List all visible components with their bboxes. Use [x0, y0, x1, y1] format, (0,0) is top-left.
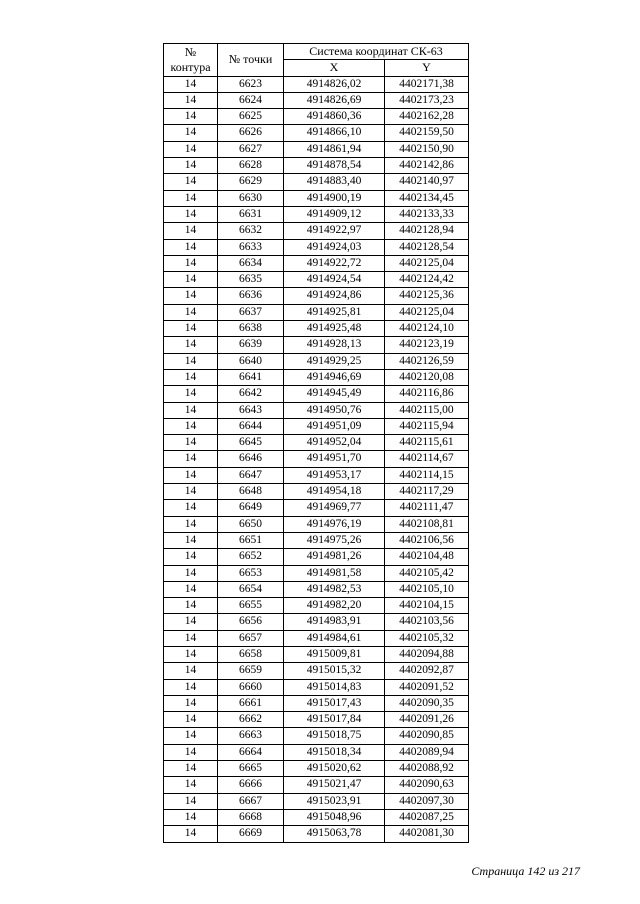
cell-x: 4914925,81 — [284, 304, 385, 320]
cell-contour: 14 — [164, 321, 218, 337]
cell-y: 4402115,61 — [385, 435, 469, 451]
table-row — [164, 255, 469, 271]
cell-y: 4402103,56 — [385, 614, 469, 630]
cell-contour: 14 — [164, 695, 218, 711]
cell-contour: 14 — [164, 549, 218, 565]
cell-contour: 14 — [164, 467, 218, 483]
header-x: X — [284, 60, 385, 76]
table-row — [164, 614, 469, 630]
cell-x: 4914928,13 — [284, 337, 385, 353]
table-row — [164, 206, 469, 222]
header-point-number: № точки — [218, 44, 284, 77]
table-row — [164, 223, 469, 239]
cell-point: 6658 — [218, 646, 284, 662]
cell-y: 4402097,30 — [385, 793, 469, 809]
cell-point: 6624 — [218, 92, 284, 108]
cell-y: 4402114,15 — [385, 467, 469, 483]
cell-y: 4402116,86 — [385, 386, 469, 402]
cell-point: 6653 — [218, 565, 284, 581]
cell-y: 4402124,42 — [385, 272, 469, 288]
cell-y: 4402124,10 — [385, 321, 469, 337]
cell-y: 4402090,63 — [385, 777, 469, 793]
table-row — [164, 679, 469, 695]
cell-contour: 14 — [164, 418, 218, 434]
cell-point: 6661 — [218, 695, 284, 711]
cell-contour: 14 — [164, 158, 218, 174]
cell-contour: 14 — [164, 646, 218, 662]
cell-point: 6639 — [218, 337, 284, 353]
cell-y: 4402089,94 — [385, 744, 469, 760]
cell-point: 6640 — [218, 353, 284, 369]
cell-x: 4915017,84 — [284, 712, 385, 728]
cell-point: 6638 — [218, 321, 284, 337]
cell-point: 6657 — [218, 630, 284, 646]
cell-point: 6660 — [218, 679, 284, 695]
cell-point: 6656 — [218, 614, 284, 630]
cell-point: 6628 — [218, 158, 284, 174]
cell-point: 6641 — [218, 369, 284, 385]
cell-x: 4914984,61 — [284, 630, 385, 646]
table-row — [164, 418, 469, 434]
cell-x: 4914976,19 — [284, 516, 385, 532]
table-row — [164, 744, 469, 760]
header-y: Y — [385, 60, 469, 76]
table-row — [164, 109, 469, 125]
table-row — [164, 565, 469, 581]
cell-point: 6662 — [218, 712, 284, 728]
table-row — [164, 646, 469, 662]
cell-point: 6627 — [218, 141, 284, 157]
cell-contour: 14 — [164, 581, 218, 597]
cell-x: 4915009,81 — [284, 646, 385, 662]
cell-y: 4402104,48 — [385, 549, 469, 565]
cell-y: 4402106,56 — [385, 532, 469, 548]
coordinates-table — [163, 43, 469, 843]
cell-point: 6644 — [218, 418, 284, 434]
table-row — [164, 141, 469, 157]
cell-point: 6651 — [218, 532, 284, 548]
cell-y: 4402108,81 — [385, 516, 469, 532]
table-row — [164, 321, 469, 337]
cell-point: 6645 — [218, 435, 284, 451]
cell-point: 6647 — [218, 467, 284, 483]
cell-contour: 14 — [164, 337, 218, 353]
cell-x: 4915015,32 — [284, 663, 385, 679]
cell-contour: 14 — [164, 516, 218, 532]
table-row — [164, 598, 469, 614]
cell-contour: 14 — [164, 793, 218, 809]
cell-y: 4402105,42 — [385, 565, 469, 581]
cell-x: 4914878,54 — [284, 158, 385, 174]
cell-x: 4915014,83 — [284, 679, 385, 695]
cell-contour: 14 — [164, 255, 218, 271]
cell-x: 4914951,70 — [284, 451, 385, 467]
cell-point: 6648 — [218, 484, 284, 500]
cell-x: 4914861,94 — [284, 141, 385, 157]
cell-point: 6633 — [218, 239, 284, 255]
cell-point: 6646 — [218, 451, 284, 467]
cell-y: 4402162,28 — [385, 109, 469, 125]
table-row — [164, 695, 469, 711]
table-header — [164, 44, 469, 77]
cell-contour: 14 — [164, 630, 218, 646]
table-row — [164, 288, 469, 304]
cell-point: 6625 — [218, 109, 284, 125]
cell-x: 4915063,78 — [284, 826, 385, 842]
cell-y: 4402171,38 — [385, 76, 469, 92]
cell-y: 4402092,87 — [385, 663, 469, 679]
cell-point: 6650 — [218, 516, 284, 532]
cell-y: 4402114,67 — [385, 451, 469, 467]
cell-contour: 14 — [164, 76, 218, 92]
cell-y: 4402140,97 — [385, 174, 469, 190]
cell-y: 4402081,30 — [385, 826, 469, 842]
cell-contour: 14 — [164, 92, 218, 108]
table-row — [164, 549, 469, 565]
cell-y: 4402090,85 — [385, 728, 469, 744]
cell-y: 4402125,04 — [385, 255, 469, 271]
cell-x: 4914951,09 — [284, 418, 385, 434]
cell-y: 4402087,25 — [385, 809, 469, 825]
cell-x: 4914981,26 — [284, 549, 385, 565]
cell-x: 4915017,43 — [284, 695, 385, 711]
cell-point: 6632 — [218, 223, 284, 239]
cell-contour: 14 — [164, 304, 218, 320]
table-row — [164, 516, 469, 532]
table-body — [164, 76, 469, 842]
cell-point: 6643 — [218, 402, 284, 418]
cell-contour: 14 — [164, 565, 218, 581]
cell-point: 6630 — [218, 190, 284, 206]
cell-y: 4402091,26 — [385, 712, 469, 728]
cell-y: 4402111,47 — [385, 500, 469, 516]
cell-x: 4914866,10 — [284, 125, 385, 141]
cell-x: 4914982,20 — [284, 598, 385, 614]
header-contour-number: № контура — [164, 44, 218, 77]
cell-contour: 14 — [164, 402, 218, 418]
cell-y: 4402117,29 — [385, 484, 469, 500]
cell-point: 6664 — [218, 744, 284, 760]
cell-contour: 14 — [164, 826, 218, 842]
cell-x: 4914900,19 — [284, 190, 385, 206]
cell-y: 4402126,59 — [385, 353, 469, 369]
cell-contour: 14 — [164, 369, 218, 385]
table-row — [164, 500, 469, 516]
table-row — [164, 337, 469, 353]
cell-contour: 14 — [164, 109, 218, 125]
cell-x: 4915048,96 — [284, 809, 385, 825]
table-row — [164, 793, 469, 809]
cell-contour: 14 — [164, 272, 218, 288]
cell-x: 4914924,03 — [284, 239, 385, 255]
cell-point: 6634 — [218, 255, 284, 271]
cell-contour: 14 — [164, 679, 218, 695]
cell-x: 4914909,12 — [284, 206, 385, 222]
table-row — [164, 467, 469, 483]
cell-x: 4914924,54 — [284, 272, 385, 288]
cell-contour: 14 — [164, 239, 218, 255]
table-row — [164, 353, 469, 369]
cell-y: 4402104,15 — [385, 598, 469, 614]
cell-y: 4402133,33 — [385, 206, 469, 222]
cell-contour: 14 — [164, 288, 218, 304]
cell-point: 6649 — [218, 500, 284, 516]
cell-y: 4402128,94 — [385, 223, 469, 239]
cell-y: 4402105,32 — [385, 630, 469, 646]
cell-y: 4402159,50 — [385, 125, 469, 141]
cell-y: 4402091,52 — [385, 679, 469, 695]
cell-point: 6659 — [218, 663, 284, 679]
cell-x: 4914946,69 — [284, 369, 385, 385]
cell-x: 4914883,40 — [284, 174, 385, 190]
cell-contour: 14 — [164, 206, 218, 222]
cell-point: 6637 — [218, 304, 284, 320]
table-row — [164, 663, 469, 679]
cell-y: 4402115,00 — [385, 402, 469, 418]
cell-contour: 14 — [164, 598, 218, 614]
cell-point: 6631 — [218, 206, 284, 222]
cell-y: 4402125,04 — [385, 304, 469, 320]
cell-x: 4914981,58 — [284, 565, 385, 581]
cell-y: 4402150,90 — [385, 141, 469, 157]
table-row — [164, 630, 469, 646]
cell-y: 4402142,86 — [385, 158, 469, 174]
table-row — [164, 158, 469, 174]
table-row — [164, 92, 469, 108]
cell-x: 4915021,47 — [284, 777, 385, 793]
cell-y: 4402125,36 — [385, 288, 469, 304]
cell-x: 4914969,77 — [284, 500, 385, 516]
cell-contour: 14 — [164, 223, 218, 239]
cell-contour: 14 — [164, 500, 218, 516]
cell-point: 6642 — [218, 386, 284, 402]
cell-y: 4402120,08 — [385, 369, 469, 385]
cell-y: 4402105,10 — [385, 581, 469, 597]
cell-contour: 14 — [164, 484, 218, 500]
cell-point: 6652 — [218, 549, 284, 565]
cell-x: 4914826,02 — [284, 76, 385, 92]
table-row — [164, 761, 469, 777]
cell-point: 6668 — [218, 809, 284, 825]
cell-point: 6635 — [218, 272, 284, 288]
cell-x: 4914952,04 — [284, 435, 385, 451]
page-number: Страница 142 из 217 — [471, 864, 580, 878]
cell-x: 4914860,36 — [284, 109, 385, 125]
cell-contour: 14 — [164, 532, 218, 548]
cell-x: 4915018,34 — [284, 744, 385, 760]
cell-contour: 14 — [164, 174, 218, 190]
cell-contour: 14 — [164, 712, 218, 728]
cell-x: 4914925,48 — [284, 321, 385, 337]
cell-point: 6654 — [218, 581, 284, 597]
table-row — [164, 532, 469, 548]
cell-y: 4402123,19 — [385, 337, 469, 353]
cell-x: 4914924,86 — [284, 288, 385, 304]
cell-x: 4914975,26 — [284, 532, 385, 548]
cell-x: 4914929,25 — [284, 353, 385, 369]
table-row — [164, 809, 469, 825]
table-row — [164, 435, 469, 451]
cell-contour: 14 — [164, 809, 218, 825]
cell-x: 4914922,72 — [284, 255, 385, 271]
table-row — [164, 272, 469, 288]
cell-x: 4915018,75 — [284, 728, 385, 744]
table-row — [164, 712, 469, 728]
cell-x: 4914982,53 — [284, 581, 385, 597]
cell-y: 4402094,88 — [385, 646, 469, 662]
cell-contour: 14 — [164, 435, 218, 451]
table-row — [164, 369, 469, 385]
table-row — [164, 777, 469, 793]
cell-x: 4914953,17 — [284, 467, 385, 483]
table-row — [164, 76, 469, 92]
table-row — [164, 190, 469, 206]
cell-contour: 14 — [164, 777, 218, 793]
table-row — [164, 125, 469, 141]
cell-contour: 14 — [164, 190, 218, 206]
cell-point: 6629 — [218, 174, 284, 190]
cell-contour: 14 — [164, 761, 218, 777]
header-coordinate-system: Система координат СК-63 — [284, 44, 469, 60]
cell-contour: 14 — [164, 744, 218, 760]
cell-point: 6623 — [218, 76, 284, 92]
cell-y: 4402173,23 — [385, 92, 469, 108]
table-row — [164, 239, 469, 255]
table-row — [164, 304, 469, 320]
table-row — [164, 484, 469, 500]
cell-x: 4914945,49 — [284, 386, 385, 402]
cell-point: 6663 — [218, 728, 284, 744]
cell-y: 4402134,45 — [385, 190, 469, 206]
cell-x: 4914954,18 — [284, 484, 385, 500]
table-row — [164, 386, 469, 402]
table-row — [164, 581, 469, 597]
cell-contour: 14 — [164, 141, 218, 157]
cell-point: 6626 — [218, 125, 284, 141]
cell-y: 4402128,54 — [385, 239, 469, 255]
cell-contour: 14 — [164, 451, 218, 467]
cell-x: 4914950,76 — [284, 402, 385, 418]
cell-contour: 14 — [164, 663, 218, 679]
cell-contour: 14 — [164, 614, 218, 630]
cell-contour: 14 — [164, 353, 218, 369]
cell-point: 6666 — [218, 777, 284, 793]
cell-point: 6665 — [218, 761, 284, 777]
cell-x: 4914922,97 — [284, 223, 385, 239]
table-row — [164, 728, 469, 744]
cell-y: 4402090,35 — [385, 695, 469, 711]
table-row — [164, 402, 469, 418]
cell-x: 4914826,69 — [284, 92, 385, 108]
cell-point: 6655 — [218, 598, 284, 614]
cell-contour: 14 — [164, 386, 218, 402]
cell-point: 6669 — [218, 826, 284, 842]
cell-contour: 14 — [164, 125, 218, 141]
cell-x: 4914983,91 — [284, 614, 385, 630]
cell-point: 6636 — [218, 288, 284, 304]
cell-x: 4915023,91 — [284, 793, 385, 809]
table-row — [164, 174, 469, 190]
cell-contour: 14 — [164, 728, 218, 744]
cell-x: 4915020,62 — [284, 761, 385, 777]
table-row — [164, 826, 469, 842]
table-row — [164, 451, 469, 467]
cell-point: 6667 — [218, 793, 284, 809]
cell-y: 4402115,94 — [385, 418, 469, 434]
cell-y: 4402088,92 — [385, 761, 469, 777]
